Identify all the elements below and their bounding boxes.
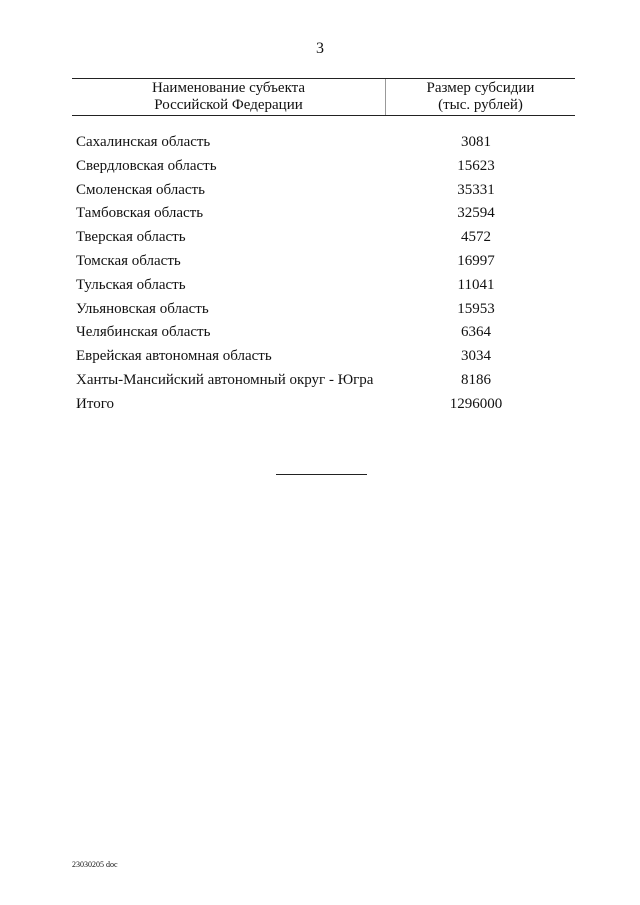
row-subsidy-value: 4572 bbox=[461, 229, 491, 246]
row-subsidy-value: 35331 bbox=[457, 181, 495, 198]
row-subsidy-value: 15953 bbox=[457, 300, 495, 317]
row-subject-name: Свердловская область bbox=[76, 157, 217, 174]
table-row bbox=[76, 275, 575, 299]
row-subject-name: Тверская область bbox=[76, 229, 186, 246]
row-subsidy-value: 8186 bbox=[461, 371, 491, 388]
table-row bbox=[76, 251, 575, 275]
table-row bbox=[76, 180, 575, 204]
header-subject-line2: Российской Федерации bbox=[154, 97, 303, 113]
row-subsidy-value: 15623 bbox=[457, 157, 495, 174]
row-subsidy-value: 3034 bbox=[461, 348, 491, 365]
table-row bbox=[76, 322, 575, 346]
table-row bbox=[76, 299, 575, 323]
header-amount-line1: Размер субсидии bbox=[426, 80, 535, 96]
row-total-value: 1296000 bbox=[449, 395, 503, 412]
row-subsidy-value: 16997 bbox=[457, 252, 495, 269]
row-subject-name: Еврейская автономная область bbox=[76, 348, 272, 365]
row-subject-name: Томская область bbox=[76, 252, 181, 269]
row-subject-name: Тульская область bbox=[76, 276, 186, 293]
row-subject-name: Тамбовская область bbox=[76, 205, 204, 222]
table-row-total bbox=[76, 394, 575, 418]
row-subject-name: Смоленская область bbox=[76, 181, 205, 198]
row-subsidy-value: 3081 bbox=[461, 134, 491, 150]
row-subject-name: Ханты-Мансийский автономный округ - Югра bbox=[76, 371, 374, 388]
row-subject-name: Сахалинская область bbox=[76, 134, 211, 150]
header-subject-name bbox=[72, 80, 385, 114]
table-row bbox=[76, 203, 575, 227]
row-subsidy-value: 6364 bbox=[461, 324, 491, 341]
table-row bbox=[76, 132, 575, 156]
table-row bbox=[76, 370, 575, 394]
row-subsidy-value: 11041 bbox=[457, 276, 495, 293]
header-amount-line2: (тыс. рублей) bbox=[438, 97, 523, 113]
table-header bbox=[72, 78, 575, 116]
row-total-label: Итого bbox=[76, 395, 114, 412]
row-subject-name: Ульяновская область bbox=[76, 300, 209, 317]
table-row bbox=[76, 346, 575, 370]
document-code: 23030205 doc bbox=[72, 860, 118, 869]
header-subject-line1: Наименование субъекта bbox=[151, 80, 306, 96]
row-subsidy-value: 32594 bbox=[457, 205, 495, 222]
page-number: 3 bbox=[316, 40, 324, 57]
header-subsidy-amount bbox=[386, 80, 575, 114]
end-divider bbox=[276, 474, 367, 475]
table-row bbox=[76, 227, 575, 251]
row-subject-name: Челябинская область bbox=[76, 324, 211, 341]
table-row bbox=[76, 156, 575, 180]
table-body bbox=[76, 132, 575, 418]
